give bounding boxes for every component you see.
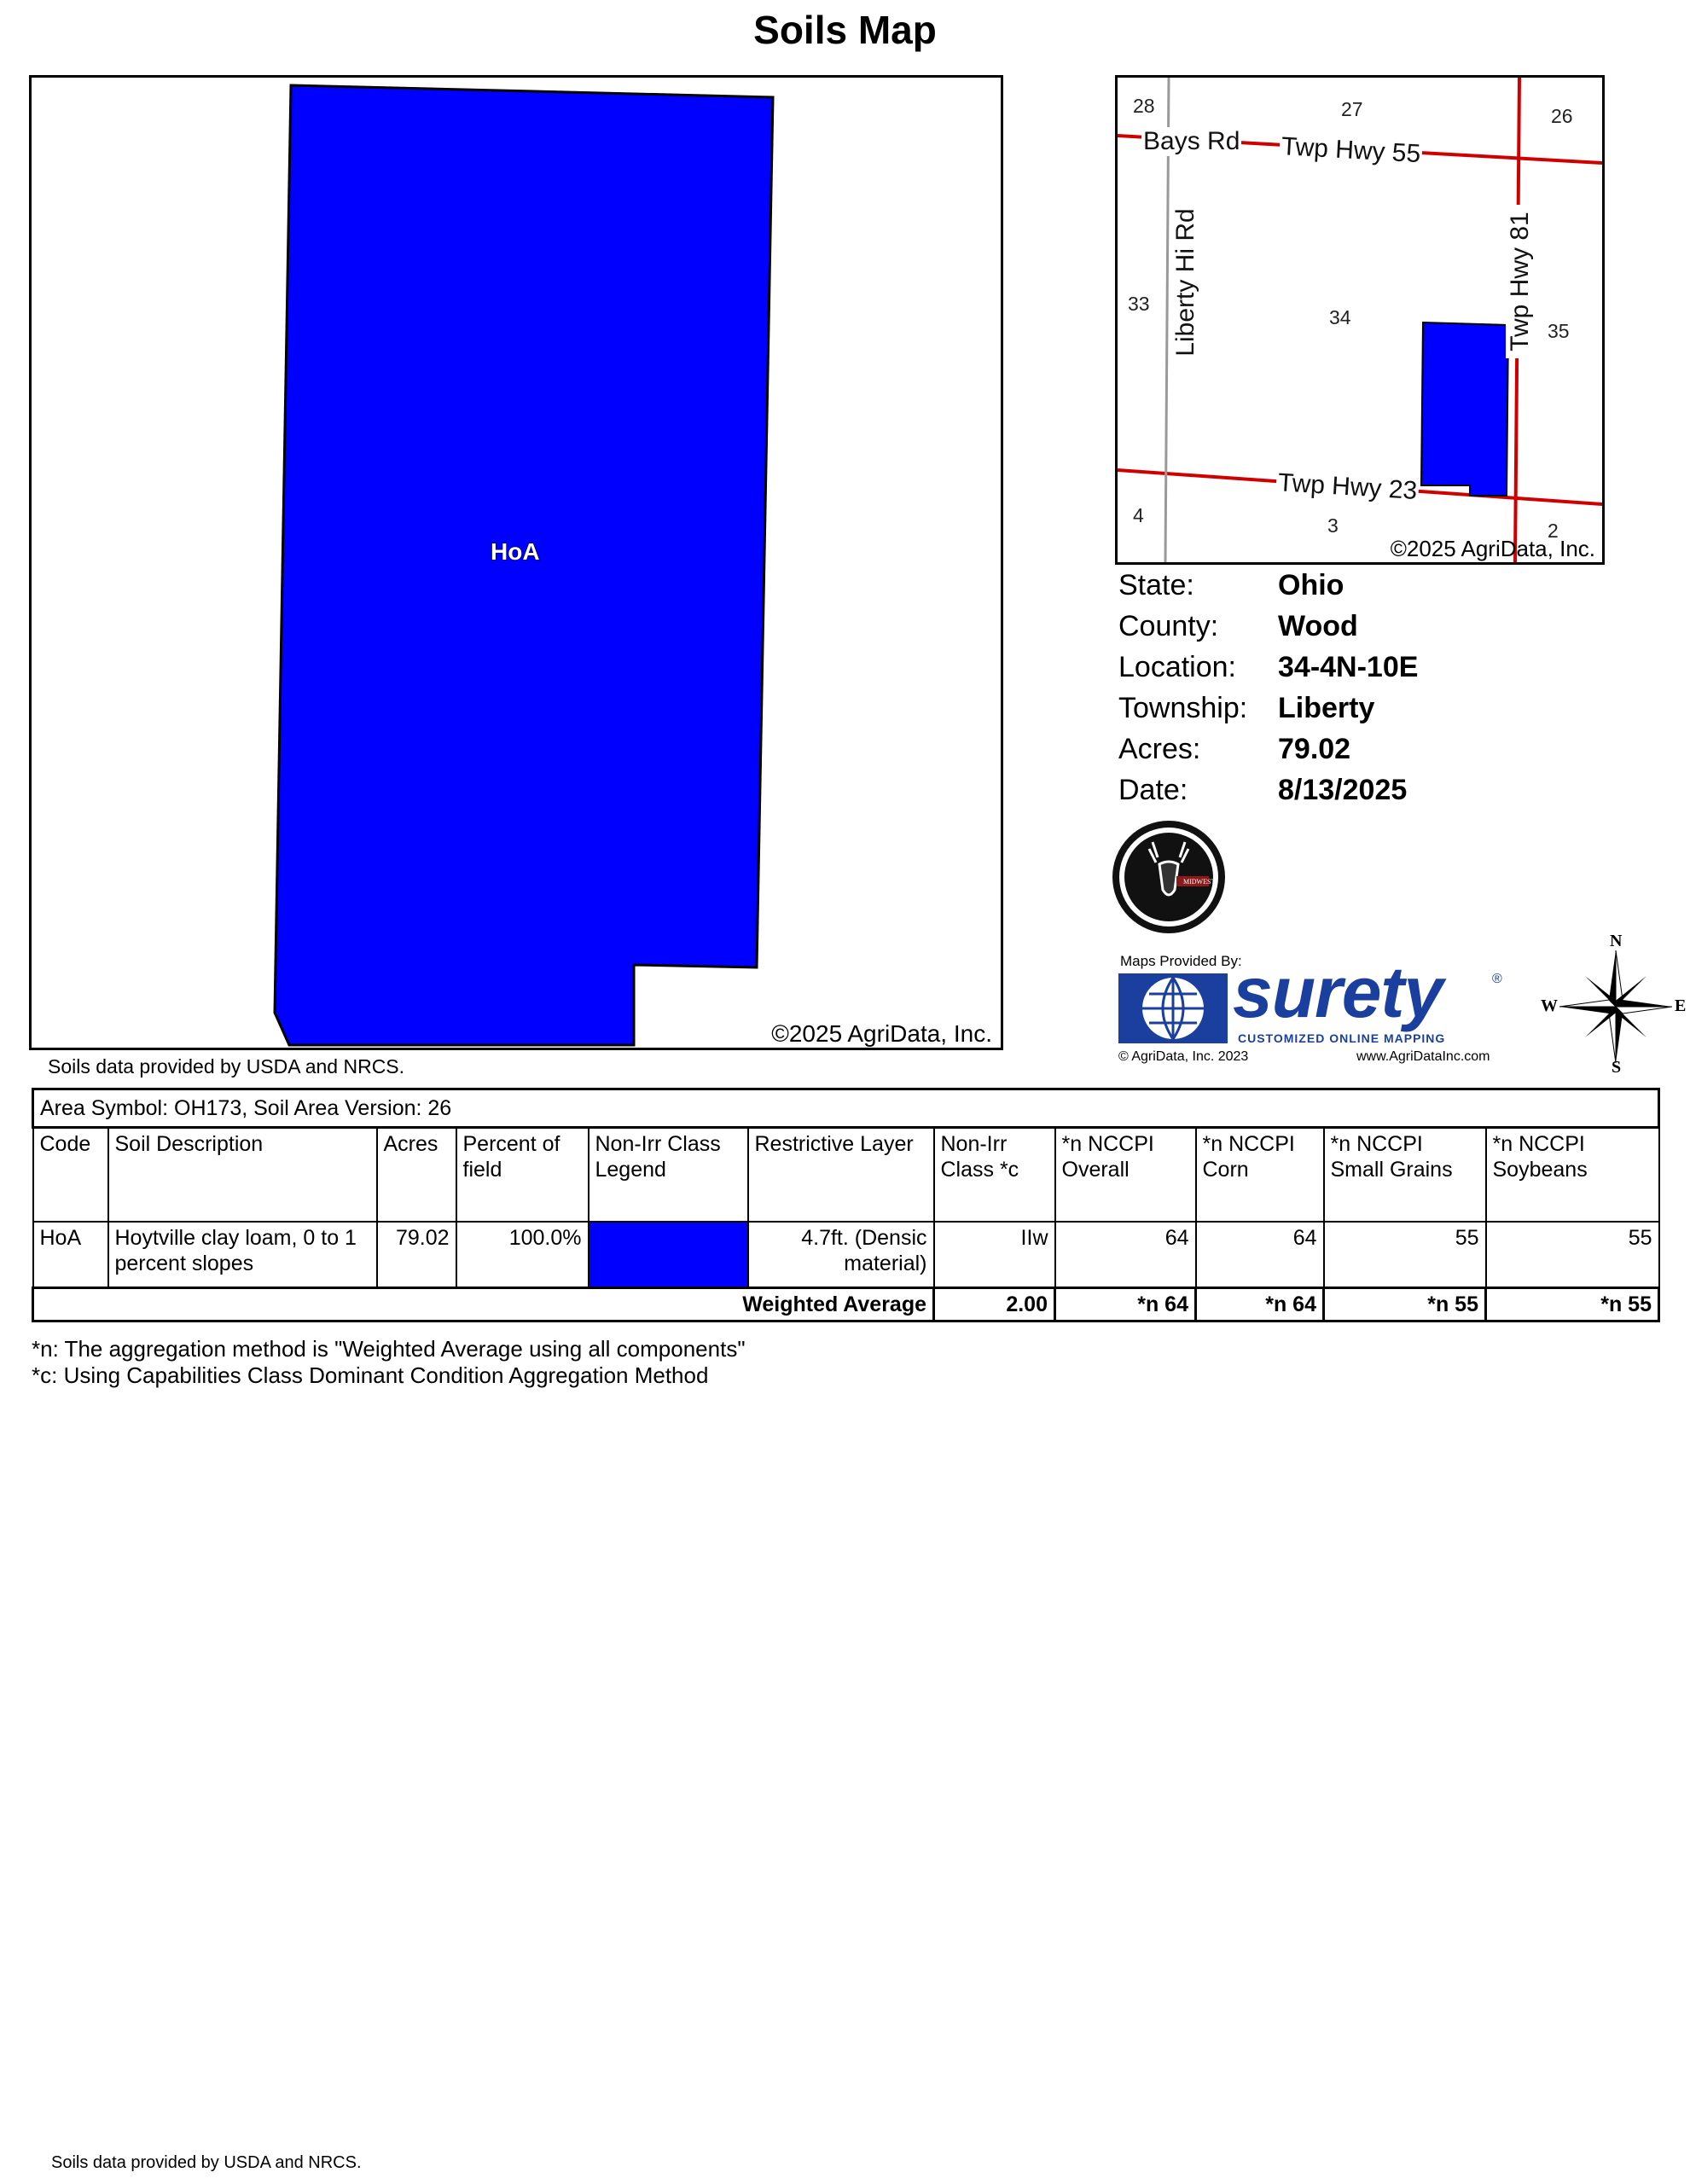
info-township-label: Township: (1118, 692, 1248, 724)
footnotes (32, 1336, 746, 1389)
footer-note: Soils data provided by USDA and NRCS. (51, 2153, 362, 2172)
cell-restrictive (748, 1222, 934, 1288)
road-label-liberty-hi-rd: Liberty Hi Rd (1171, 197, 1200, 368)
midwest-logo (1112, 821, 1225, 933)
cell-description-l1: Hoytville clay loam, 0 to 1 (114, 1225, 357, 1250)
compass-s: S (1612, 1058, 1622, 1077)
info-date-label: Date: (1118, 774, 1188, 806)
footnote-n: *n: The aggregation method is "Weighted Average using all components" (32, 1336, 746, 1362)
header-percent-l2: field (462, 1158, 502, 1182)
cell-percent: 100.0% (456, 1222, 589, 1288)
location-map (1115, 75, 1605, 565)
cell-description-l2: percent slopes (114, 1251, 254, 1275)
header-class-l1: Non-Irr (940, 1132, 1008, 1156)
info-state-label: State: (1118, 569, 1194, 601)
cell-restrictive-l1: 4.7ft. (Densic (801, 1225, 927, 1250)
header-grains-l1: *n NCCPI (1330, 1132, 1423, 1156)
section-33: 33 (1128, 293, 1150, 315)
header-grains (1324, 1128, 1486, 1222)
weighted-corn: *n 64 (1196, 1288, 1324, 1321)
area-symbol: Area Symbol: OH173, Soil Area Version: 26 (33, 1089, 1659, 1128)
section-4: 4 (1133, 504, 1144, 526)
header-description-text: Soil Description (114, 1132, 264, 1156)
info-state-value: Ohio (1278, 569, 1344, 601)
info-township-value: Liberty (1278, 692, 1375, 724)
header-legend (589, 1128, 748, 1222)
info-county-label: County: (1118, 610, 1219, 642)
source-note: Soils data provided by USDA and NRCS. (48, 1055, 405, 1077)
header-code (33, 1128, 108, 1222)
compass-rose (1541, 932, 1689, 1077)
footnote-c: *c: Using Capabilities Class Dominant Condition Aggregation Method (32, 1362, 709, 1388)
soil-table (32, 1088, 1660, 1322)
road-label-twp-hwy-55: Twp Hwy 55 (1279, 132, 1423, 169)
table-row (33, 1222, 1659, 1288)
surety-word: surety (1233, 952, 1443, 1032)
header-percent (456, 1128, 589, 1222)
info-acres-value: 79.02 (1278, 733, 1351, 765)
header-legend-l2: Legend (595, 1158, 666, 1182)
surety-tagline: CUSTOMIZED ONLINE MAPPING (1238, 1031, 1446, 1045)
section-35: 35 (1548, 320, 1570, 342)
section-34: 34 (1329, 306, 1351, 328)
weighted-average-row (33, 1288, 1659, 1321)
road-label-twp-hwy-81: Twp Hwy 81 (1506, 205, 1535, 358)
info-location-value: 34-4N-10E (1278, 651, 1419, 683)
header-restrictive (748, 1128, 934, 1222)
surety-registered: ® (1492, 972, 1502, 986)
road-label-twp-hwy-23: Twp Hwy 23 (1275, 468, 1420, 506)
header-class-l2: Class *c (940, 1158, 1019, 1182)
table-header-row (33, 1128, 1659, 1222)
deer-icon (1115, 823, 1222, 931)
weighted-overall: *n 64 (1055, 1288, 1196, 1321)
cell-legend-swatch (589, 1222, 748, 1288)
section-26: 26 (1551, 105, 1573, 127)
cell-soybeans: 55 (1486, 1222, 1659, 1288)
compass-w: W (1541, 996, 1558, 1015)
soils-map (29, 75, 1003, 1050)
maps-provided-label: Maps Provided By: (1120, 953, 1242, 969)
weighted-grains: *n 55 (1324, 1288, 1486, 1321)
cell-overall: 64 (1055, 1222, 1196, 1288)
header-acres-text: Acres (383, 1132, 438, 1156)
header-grains-l2: Small Grains (1330, 1158, 1453, 1182)
header-percent-l1: Percent of (462, 1132, 560, 1156)
header-overall-l2: Overall (1061, 1158, 1130, 1182)
header-description (108, 1128, 377, 1222)
cell-corn: 64 (1196, 1222, 1324, 1288)
road-label-bays-rd: Bays Rd (1143, 127, 1240, 155)
header-acres (377, 1128, 456, 1222)
section-28: 28 (1133, 95, 1155, 117)
header-legend-l1: Non-Irr Class (595, 1132, 721, 1156)
agridata-copyright: © AgriData, Inc. 2023 (1118, 1049, 1249, 1064)
compass-n: N (1610, 932, 1623, 950)
header-soybeans (1486, 1128, 1659, 1222)
header-overall-l1: *n NCCPI (1061, 1132, 1154, 1156)
weighted-class: 2.00 (934, 1288, 1055, 1321)
section-27: 27 (1341, 98, 1363, 120)
compass-icon (1542, 938, 1689, 1075)
location-map-copyright: ©2025 AgriData, Inc. (1390, 536, 1595, 561)
header-restrictive-text: Restrictive Layer (754, 1132, 914, 1156)
midwest-logo-text: MIDWEST (1183, 878, 1216, 886)
header-corn-l1: *n NCCPI (1202, 1132, 1295, 1156)
header-corn-l2: Corn (1202, 1158, 1249, 1182)
cell-description (108, 1222, 377, 1288)
info-date-value: 8/13/2025 (1278, 774, 1408, 806)
header-overall (1055, 1128, 1196, 1222)
info-location-label: Location: (1118, 651, 1236, 683)
header-code-text: Code (39, 1132, 91, 1156)
header-soybeans-l1: *n NCCPI (1492, 1132, 1585, 1156)
soil-label: HoA (491, 538, 540, 565)
cell-class: IIw (934, 1222, 1055, 1288)
header-soybeans-l2: Soybeans (1492, 1158, 1588, 1182)
cell-acres: 79.02 (377, 1222, 456, 1288)
cell-grains: 55 (1324, 1222, 1486, 1288)
agridata-url: www.AgriDataInc.com (1356, 1049, 1490, 1064)
compass-e: E (1675, 996, 1687, 1015)
map-copyright: ©2025 AgriData, Inc. (771, 1020, 992, 1047)
header-class (934, 1128, 1055, 1222)
header-corn (1196, 1128, 1324, 1222)
weighted-label: Weighted Average (33, 1288, 934, 1321)
info-county-value: Wood (1278, 610, 1358, 642)
weighted-soybeans: *n 55 (1486, 1288, 1659, 1321)
cell-code: HoA (33, 1222, 108, 1288)
info-acres-label: Acres: (1118, 733, 1201, 765)
page-title: Soils Map (753, 8, 937, 52)
section-2: 2 (1548, 520, 1559, 542)
section-3: 3 (1327, 514, 1339, 537)
cell-restrictive-l2: material) (844, 1251, 927, 1275)
subject-parcel (1421, 322, 1508, 496)
